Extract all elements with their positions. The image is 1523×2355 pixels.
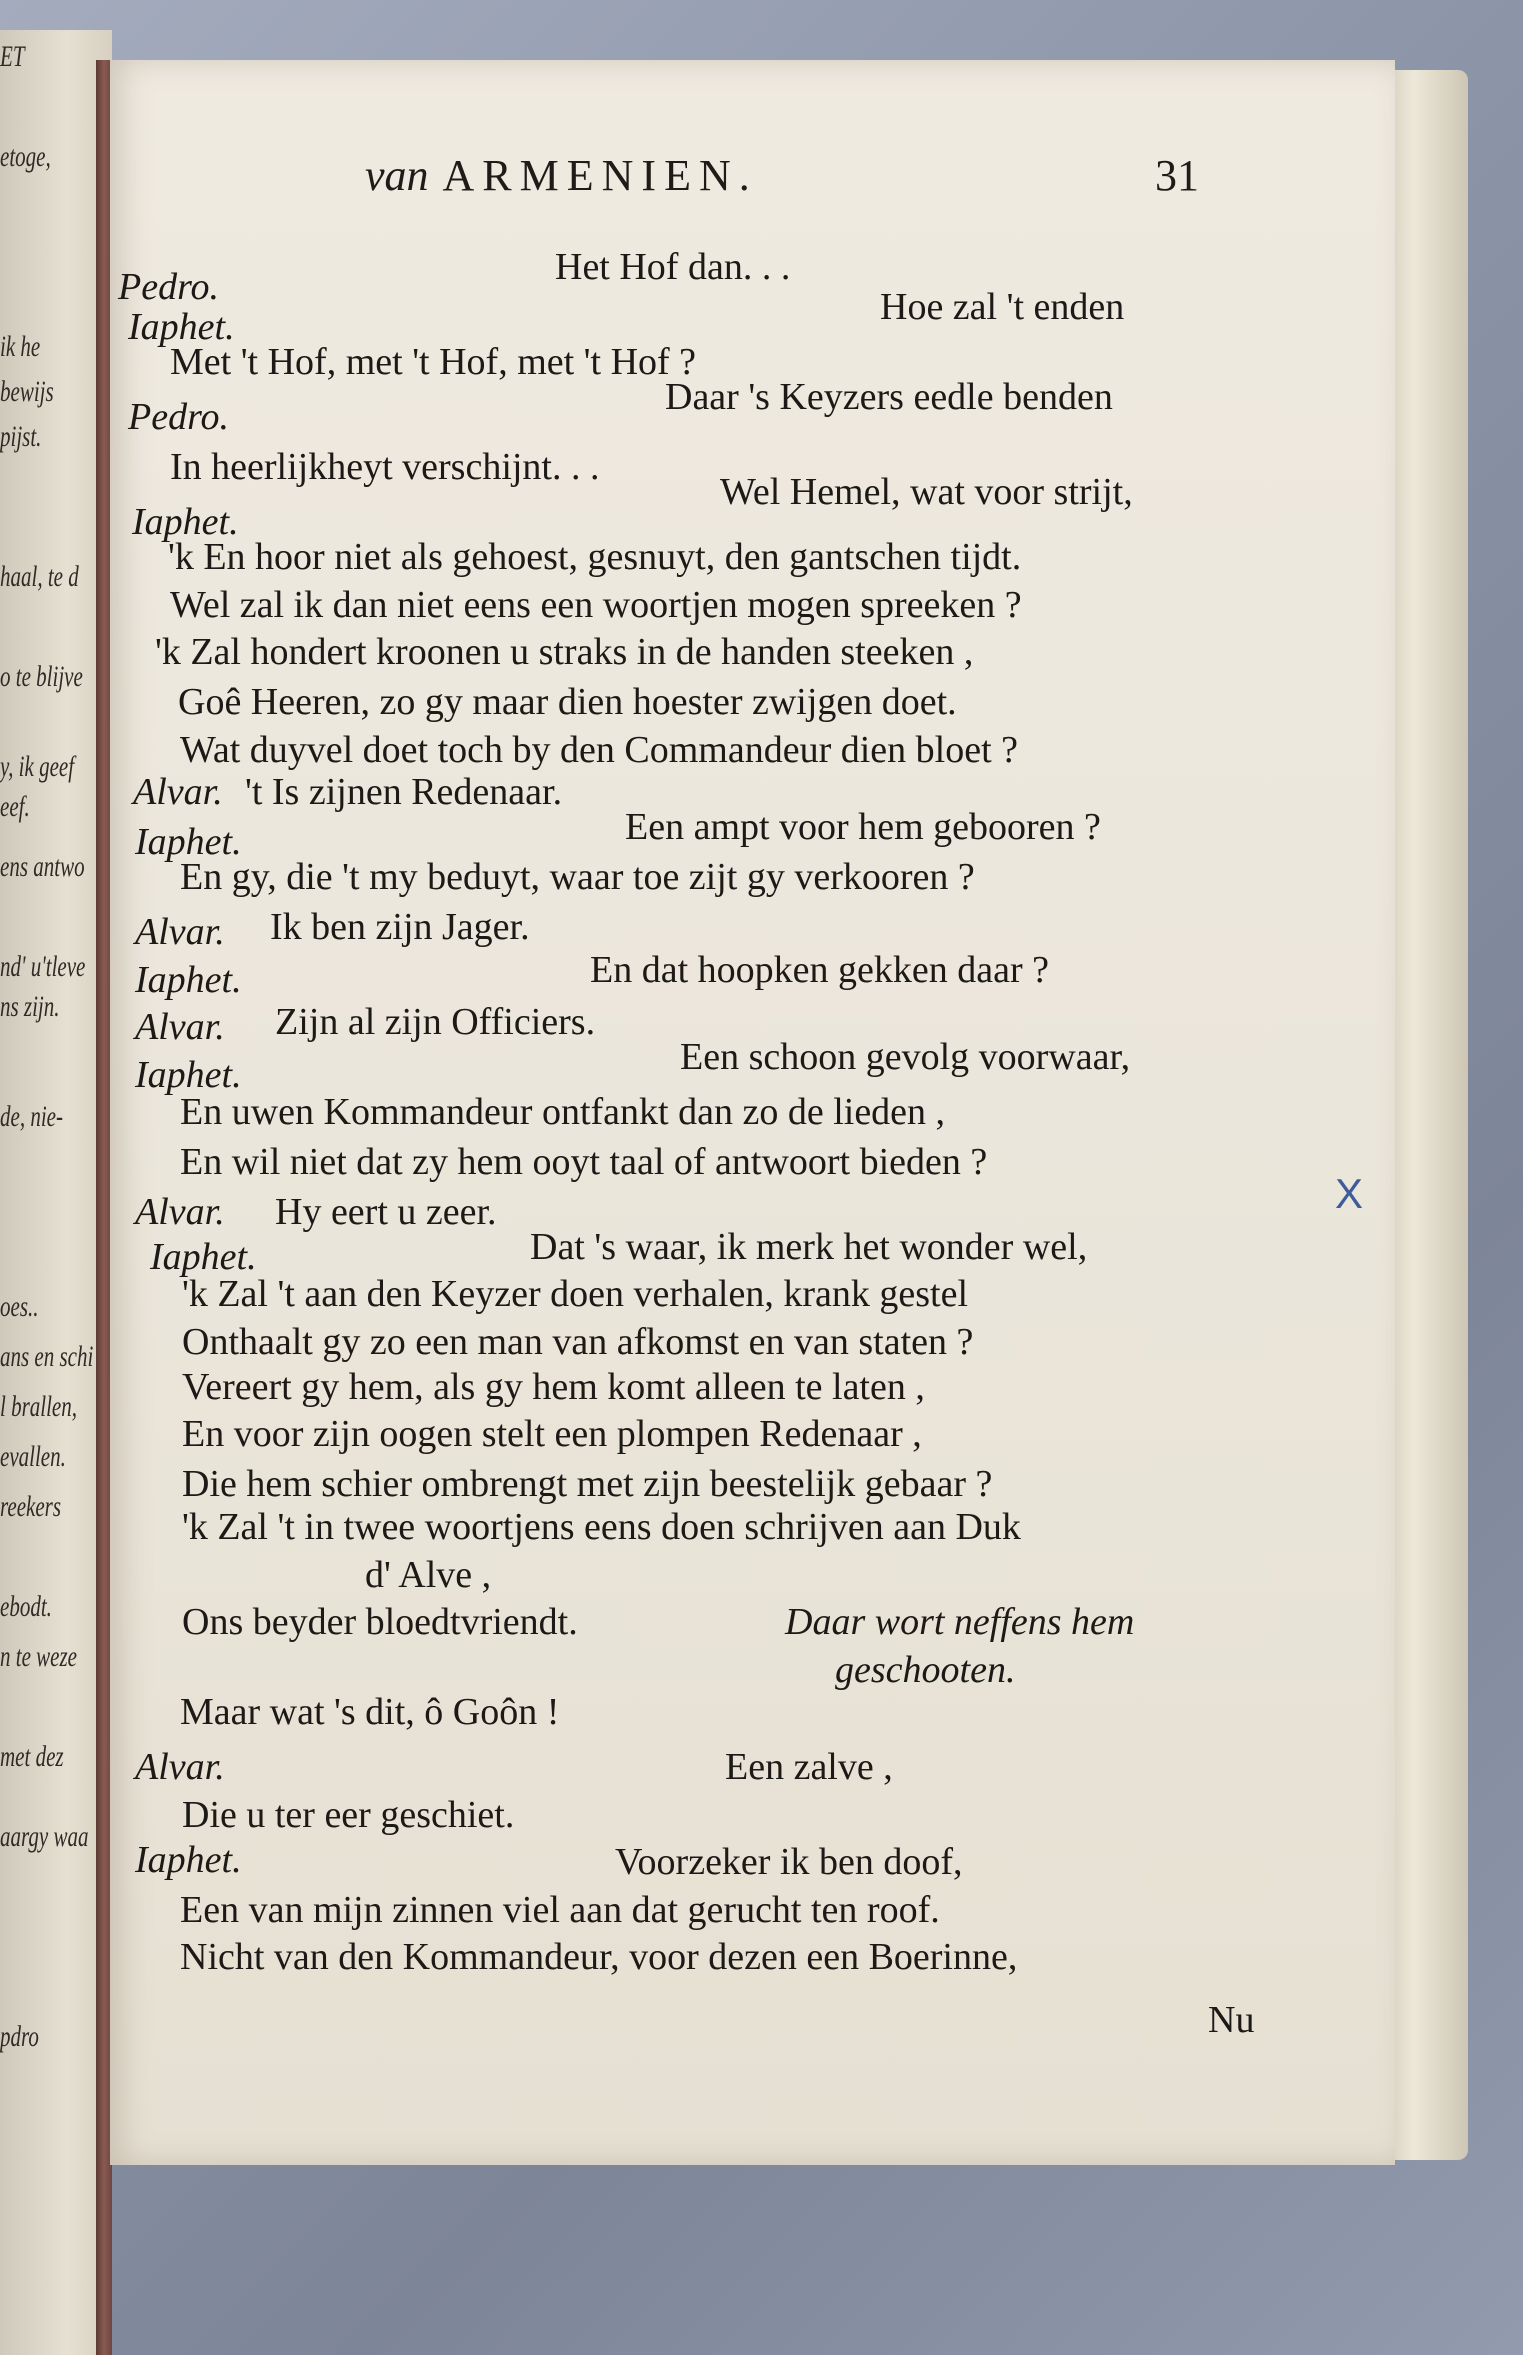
verse-line: Goê Heeren, zo gy maar dien hoester zwijgen doet.: [178, 681, 957, 723]
speaker-name: Alvar.: [135, 1006, 225, 1048]
verse-line: Een ampt voor hem gebooren ?: [625, 806, 1101, 848]
verse-line: Wel Hemel, wat voor strijt,: [720, 471, 1133, 513]
catchword: Nu: [1208, 1999, 1255, 2041]
left-fragment: ebodt.: [0, 1590, 52, 1623]
left-fragment: pijst.: [0, 420, 42, 453]
left-fragment: eef.: [0, 790, 30, 823]
speaker-name: Iaphet.: [135, 959, 242, 1001]
left-fragment: reekers: [0, 1490, 62, 1523]
left-fragment: etoge,: [0, 140, 51, 173]
left-fragment: haal, te d: [0, 560, 79, 593]
speaker-name: Alvar.: [135, 1746, 225, 1788]
left-fragment: oes..: [0, 1290, 39, 1323]
verse-line: In heerlijkheyt verschijnt. . .: [170, 446, 600, 488]
left-fragment: ns zijn.: [0, 990, 60, 1023]
verse-line: Vereert gy hem, als gy hem komt alleen te laten ,: [182, 1366, 925, 1408]
speaker-name: Alvar.: [133, 771, 223, 813]
page-number: 31: [1155, 151, 1199, 200]
header-van: van: [365, 151, 429, 200]
left-fragment: evallen.: [0, 1440, 66, 1473]
verse-line: Die u ter eer geschiet.: [182, 1794, 515, 1836]
verse-line: Wel zal ik dan niet eens een woortjen mogen spreeken ?: [170, 584, 1022, 626]
speaker-name: Alvar.: [135, 1191, 225, 1233]
verse-line: Nicht van den Kommandeur, voor dezen een Boerinne,: [180, 1936, 1018, 1978]
verse-line: Een schoon gevolg voorwaar,: [680, 1036, 1131, 1078]
left-fragment: de, nie-: [0, 1100, 63, 1133]
speaker-name: Iaphet.: [135, 1839, 242, 1881]
verse-line: Hy eert u zeer.: [275, 1191, 497, 1233]
verse-line: Maar wat 's dit, ô Goôn !: [180, 1691, 560, 1733]
speaker-name: Alvar.: [135, 911, 225, 953]
verse-line: Een van mijn zinnen viel aan dat gerucht ten roof.: [180, 1889, 940, 1931]
left-fragment: nd' u'tleve: [0, 950, 86, 983]
left-fragment: n te weze: [0, 1640, 77, 1673]
verse-line: Onthaalt gy zo een man van afkomst en van staten ?: [182, 1321, 974, 1363]
verse-line: Een zalve ,: [725, 1746, 893, 1788]
verse-line: En gy, die 't my beduyt, waar toe zijt gy verkooren ?: [180, 856, 975, 898]
speaker-name: Iaphet.: [132, 501, 239, 543]
verse-line: Voorzeker ik ben doof,: [615, 1841, 963, 1883]
verse-line: Dat 's waar, ik merk het wonder wel,: [530, 1226, 1088, 1268]
verse-line: 'k Zal hondert kroonen u straks in de handen steeken ,: [155, 631, 974, 673]
ink-margin-mark: X: [1335, 1170, 1364, 1217]
verse-line: En wil niet dat zy hem ooyt taal of antwoort bieden ?: [180, 1141, 988, 1183]
left-fragment: ik he: [0, 330, 41, 363]
verse-line: Hoe zal 't enden: [880, 286, 1125, 328]
verse-line: 'k Zal 't in twee woortjens eens doen schrijven aan Duk: [182, 1506, 1021, 1548]
left-fragment: y, ik geef: [0, 750, 75, 783]
left-fragment: aargy waa: [0, 1820, 89, 1853]
verse-line: En voor zijn oogen stelt een plompen Redenaar ,: [182, 1413, 922, 1455]
verse-line: Die hem schier ombrengt met zijn beestelijk gebaar ?: [182, 1463, 993, 1505]
verse-line: 't Is zijnen Redenaar.: [245, 771, 563, 813]
left-fragment: met dez: [0, 1740, 64, 1773]
verse-line: d' Alve ,: [365, 1554, 492, 1596]
speaker-name: Iaphet.: [150, 1236, 257, 1278]
left-fragment: pdro: [0, 2020, 39, 2053]
verse-line: Zijn al zijn Officiers.: [275, 1001, 596, 1043]
verse-line: Het Hof dan. . .: [555, 246, 791, 288]
verse-line: Daar 's Keyzers eedle benden: [665, 376, 1113, 418]
stage-direction: Daar wort neffens hem: [785, 1601, 1135, 1643]
left-fragment: ens antwo: [0, 850, 85, 883]
left-fragment: ET: [0, 40, 25, 73]
left-fragment: bewijs: [0, 375, 54, 408]
verse-line: 'k Zal 't aan den Keyzer doen verhalen, krank gestel: [182, 1273, 969, 1315]
verse-line: Met 't Hof, met 't Hof, met 't Hof ?: [170, 341, 697, 383]
verse-line: Ik ben zijn Jager.: [270, 906, 530, 948]
speaker-name: Iaphet.: [135, 821, 242, 863]
speaker-name: Iaphet.: [135, 1054, 242, 1096]
verse-line: Wat duyvel doet toch by den Commandeur dien bloet ?: [180, 729, 1019, 771]
left-fragment: o te blijve: [0, 660, 83, 693]
speaker-name: Iaphet.: [128, 306, 235, 348]
stage-direction: geschooten.: [835, 1649, 1016, 1691]
left-fragment: l brallen,: [0, 1390, 77, 1423]
header-title: ARMENIEN.: [442, 151, 758, 200]
verse-line: Ons beyder bloedtvriendt.: [182, 1601, 578, 1643]
speaker-name: Pedro.: [118, 266, 219, 308]
verse-line: 'k En hoor niet als gehoest, gesnuyt, den gantschen tijdt.: [168, 536, 1022, 578]
left-fragment: ans en schi: [0, 1340, 94, 1373]
verse-line: En dat hoopken gekken daar ?: [590, 949, 1049, 991]
speaker-name: Pedro.: [128, 396, 229, 438]
verse-line: En uwen Kommandeur ontfankt dan zo de lieden ,: [180, 1091, 946, 1133]
